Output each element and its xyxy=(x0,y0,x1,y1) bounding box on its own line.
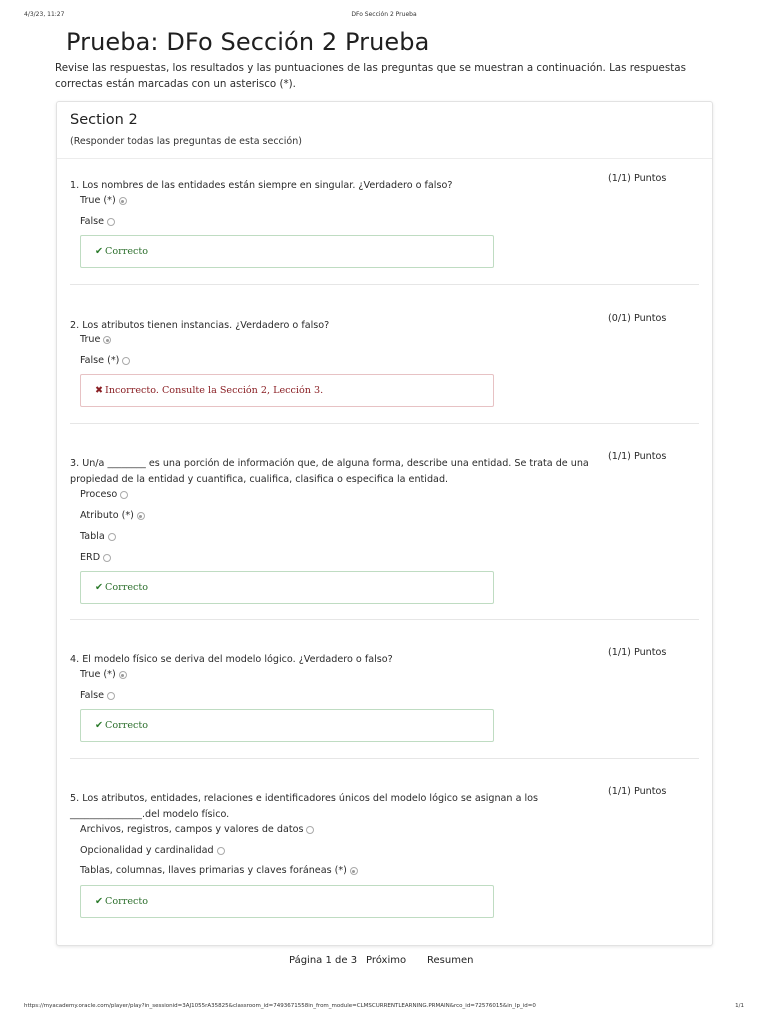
question-points: (1/1) Puntos xyxy=(608,786,667,797)
feedback-text: Incorrecto. Consulte la Sección 2, Lección 3. xyxy=(105,385,324,396)
summary-button[interactable]: Resumen xyxy=(427,955,474,966)
cross-icon: ✖ xyxy=(95,385,104,396)
option-label: Opcionalidad y cardinalidad xyxy=(80,845,214,856)
option-label: True (*) xyxy=(80,669,116,680)
print-url: https://myacademy.oracle.com/player/play?in_sessionid=3AJ1055rA35825&classroom_id=7493671558in_from_module=CLMSCURRENTLEARNING.PRMAIN&rco_id=72576015&in_lp_id=0 xyxy=(24,1003,536,1009)
option-tabla[interactable] xyxy=(80,530,116,544)
option-label: True xyxy=(80,334,101,345)
question-text: 4. El modelo físico se deriva del modelo lógico. ¿Verdadero o falso? xyxy=(70,654,393,665)
option-label: Tablas, columnas, llaves primarias y claves foráneas (*) xyxy=(80,865,347,876)
radio-selected-icon[interactable] xyxy=(350,867,358,875)
radio-selected-icon[interactable] xyxy=(119,671,127,679)
option-true[interactable] xyxy=(80,194,127,208)
question-points: (1/1) Puntos xyxy=(608,173,667,184)
option-label: False xyxy=(80,216,105,227)
question-points: (0/1) Puntos xyxy=(608,313,667,324)
page-info: Página 1 de 3 xyxy=(289,955,358,966)
check-icon: ✔ xyxy=(95,896,104,907)
option-true[interactable] xyxy=(80,668,127,682)
radio-icon[interactable] xyxy=(120,491,128,499)
option-tablas[interactable] xyxy=(80,864,358,878)
option-label: Atributo (*) xyxy=(80,510,134,521)
divider xyxy=(70,423,699,424)
feedback-correct xyxy=(80,235,494,268)
radio-icon[interactable] xyxy=(217,847,225,855)
option-opcionalidad[interactable] xyxy=(80,844,225,858)
print-header xyxy=(24,11,744,21)
feedback-text: Correcto xyxy=(105,896,149,907)
question-text: 1. Los nombres de las entidades están siempre en singular. ¿Verdadero o falso? xyxy=(70,180,453,191)
section-subtitle: (Responder todas las preguntas de esta sección) xyxy=(70,136,302,147)
page-title: Prueba: DFo Sección 2 Prueba xyxy=(66,28,430,56)
print-footer xyxy=(24,1003,744,1009)
feedback-text: Correcto xyxy=(105,246,149,257)
option-archivos[interactable] xyxy=(80,823,314,837)
option-label: Proceso xyxy=(80,489,118,500)
feedback-correct xyxy=(80,885,494,918)
option-false[interactable] xyxy=(80,215,115,229)
divider xyxy=(70,284,699,285)
next-button[interactable]: Próximo xyxy=(366,955,407,966)
option-label: Tabla xyxy=(80,531,105,542)
option-label: Archivos, registros, campos y valores de datos xyxy=(80,824,304,835)
feedback-text: Correcto xyxy=(105,582,149,593)
option-label: ERD xyxy=(80,552,101,563)
option-label: False xyxy=(80,690,105,701)
print-page-number: 1/1 xyxy=(735,1003,744,1009)
radio-selected-icon[interactable] xyxy=(137,512,145,520)
question-points: (1/1) Puntos xyxy=(608,647,667,658)
section-title: Section 2 xyxy=(70,112,138,128)
print-datetime: 4/3/23, 11:27 xyxy=(24,11,65,18)
option-erd[interactable] xyxy=(80,551,111,565)
option-false[interactable] xyxy=(80,354,130,368)
option-proceso[interactable] xyxy=(80,488,128,502)
feedback-correct xyxy=(80,709,494,742)
option-atributo[interactable] xyxy=(80,509,145,523)
radio-selected-icon[interactable] xyxy=(119,197,127,205)
option-label: False (*) xyxy=(80,355,120,366)
radio-icon[interactable] xyxy=(107,692,115,700)
feedback-text: Correcto xyxy=(105,720,149,731)
question-text: 3. Un/a ________ es una porción de información que, de alguna forma, describe una entidad. Se trata de una propiedad de la entidad y cuantifica, cualifica, clasifica o especifica la entidad. xyxy=(70,458,589,485)
radio-selected-icon[interactable] xyxy=(103,336,111,344)
radio-icon[interactable] xyxy=(108,533,116,541)
check-icon: ✔ xyxy=(95,720,104,731)
question-text: 5. Los atributos, entidades, relaciones e identificadores únicos del modelo lógico se asignan a los _______________.del modelo físico. xyxy=(70,793,539,820)
intro-text: Revise las respuestas, los resultados y las puntuaciones de las preguntas que se muestran a continuación. Las respuestas correctas están marcadas con un asterisco (*). xyxy=(55,62,686,90)
question-points: (1/1) Puntos xyxy=(608,451,667,462)
divider xyxy=(70,619,699,620)
section-header xyxy=(57,102,712,159)
divider xyxy=(70,758,699,759)
check-icon: ✔ xyxy=(95,582,104,593)
radio-icon[interactable] xyxy=(306,826,314,834)
option-true[interactable] xyxy=(80,333,111,347)
feedback-correct xyxy=(80,571,494,604)
radio-icon[interactable] xyxy=(103,554,111,562)
radio-icon[interactable] xyxy=(122,357,130,365)
option-false[interactable] xyxy=(80,689,115,703)
print-doc-title: DFo Sección 2 Prueba xyxy=(351,11,417,18)
check-icon: ✔ xyxy=(95,246,104,257)
question-text: 2. Los atributos tienen instancias. ¿Verdadero o falso? xyxy=(70,320,330,331)
radio-icon[interactable] xyxy=(107,218,115,226)
quiz-card xyxy=(56,101,713,946)
option-label: True (*) xyxy=(80,195,116,206)
feedback-incorrect xyxy=(80,374,494,407)
